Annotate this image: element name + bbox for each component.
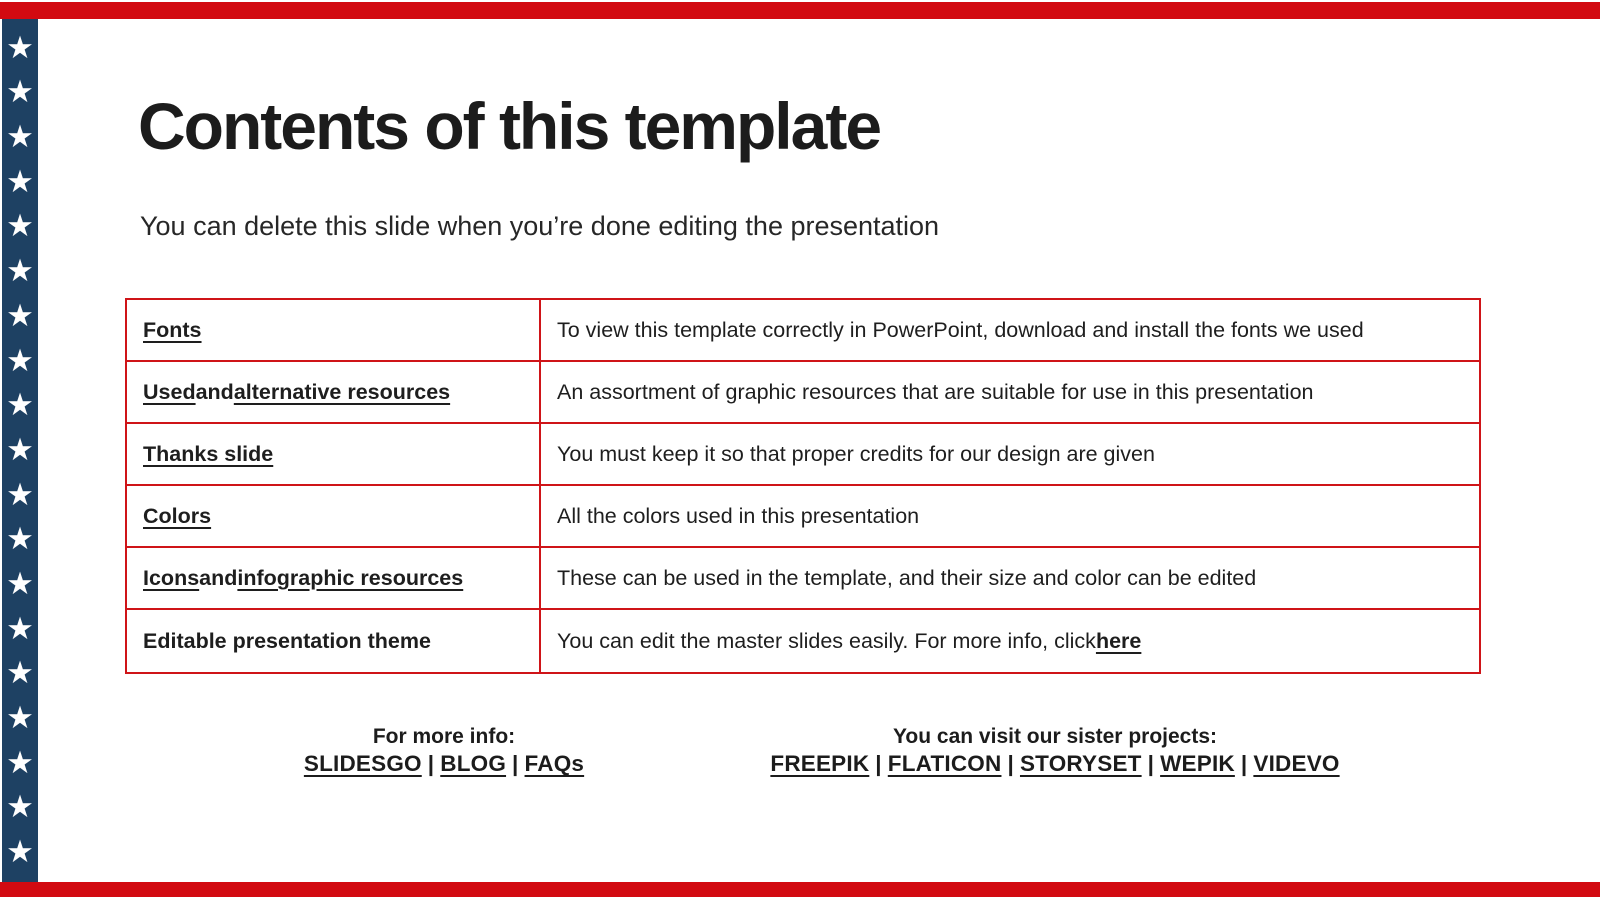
star-icon: ★ xyxy=(6,834,34,871)
star-icon: ★ xyxy=(6,163,34,200)
link-faqs[interactable]: FAQs xyxy=(524,751,585,776)
row-label-cell xyxy=(127,424,541,486)
star-icon: ★ xyxy=(6,29,34,66)
star-icon: ★ xyxy=(6,431,34,468)
cell-text: These can be used in the template, and their size and color can be edited xyxy=(557,565,1257,590)
cell-text: and xyxy=(195,379,234,404)
row-label-cell xyxy=(127,610,541,672)
table-link[interactable]: here xyxy=(1095,628,1142,653)
link-blog[interactable]: BLOG xyxy=(440,751,507,776)
more-info-label: For more info: xyxy=(372,725,516,748)
table-link[interactable]: Thanks slide xyxy=(143,441,274,466)
row-label-cell xyxy=(127,362,541,424)
star-icon: ★ xyxy=(6,744,34,781)
flag-stripe xyxy=(2,19,38,882)
star-icon: ★ xyxy=(6,297,34,334)
subtitle: You can delete this slide when you’re done editing the presentation xyxy=(140,211,940,241)
sister-projects-links xyxy=(750,750,1360,777)
star-icon: ★ xyxy=(6,565,34,602)
table-link[interactable]: infographic resources xyxy=(237,565,464,590)
link-separator: | xyxy=(875,751,882,776)
cell-text: You can edit the master slides easily. For more info, click xyxy=(557,628,1096,653)
contents-table xyxy=(125,298,1481,674)
table-link[interactable]: Icons xyxy=(143,565,200,590)
cell-text: You must keep it so that proper credits for our design are given xyxy=(557,441,1155,466)
page-title: Contents of this template xyxy=(138,89,881,163)
link-videvo[interactable]: VIDEVO xyxy=(1253,751,1340,776)
cell-text: All the colors used in this presentation xyxy=(557,503,920,528)
row-desc-cell xyxy=(541,548,1479,610)
table-link[interactable]: Fonts xyxy=(143,317,202,342)
row-desc-cell xyxy=(541,486,1479,548)
row-label-cell xyxy=(127,548,541,610)
star-icon: ★ xyxy=(6,655,34,692)
link-wepik[interactable]: WEPIK xyxy=(1160,751,1235,776)
table-link[interactable]: Colors xyxy=(143,503,212,528)
table-link[interactable]: Used xyxy=(143,379,196,404)
row-desc-cell xyxy=(541,362,1479,424)
cell-text: To view this template correctly in PowerPoint, download and install the fonts we used xyxy=(557,317,1364,342)
link-separator: | xyxy=(512,751,519,776)
row-desc-cell xyxy=(541,424,1479,486)
link-separator: | xyxy=(1240,751,1248,776)
link-slidesgo[interactable]: SLIDESGO xyxy=(303,751,422,776)
star-icon: ★ xyxy=(6,253,34,290)
star-icon: ★ xyxy=(6,342,34,379)
star-icon: ★ xyxy=(6,119,34,156)
row-desc-cell xyxy=(541,300,1479,362)
row-label-cell xyxy=(127,486,541,548)
cell-text: and xyxy=(199,565,238,590)
footer-sister-projects xyxy=(750,724,1360,777)
row-desc-cell xyxy=(541,610,1479,672)
bottom-red-bar xyxy=(0,882,1600,897)
star-icon: ★ xyxy=(6,208,34,245)
cell-text: Editable presentation theme xyxy=(143,628,431,653)
link-storyset[interactable]: STORYSET xyxy=(1019,751,1142,776)
star-icon: ★ xyxy=(6,521,34,558)
more-info-links xyxy=(244,750,644,777)
star-icon: ★ xyxy=(6,700,34,736)
sister-projects-label: You can visit our sister projects: xyxy=(892,725,1218,748)
cell-text: An assortment of graphic resources that are suitable for use in this presentation xyxy=(557,379,1314,404)
link-freepik[interactable]: FREEPIK xyxy=(770,751,870,776)
star-icon: ★ xyxy=(6,74,34,111)
star-icon: ★ xyxy=(6,789,34,826)
link-separator: | xyxy=(427,751,435,776)
top-red-bar xyxy=(0,2,1600,19)
link-flaticon[interactable]: FLATICON xyxy=(887,751,1002,776)
link-separator: | xyxy=(1147,751,1155,776)
link-separator: | xyxy=(1007,751,1014,776)
footer-more-info xyxy=(244,724,644,777)
star-icon: ★ xyxy=(6,610,34,647)
table-link[interactable]: alternative resources xyxy=(233,379,451,404)
star-icon: ★ xyxy=(6,387,34,424)
star-icon: ★ xyxy=(6,476,34,513)
row-label-cell xyxy=(127,300,541,362)
